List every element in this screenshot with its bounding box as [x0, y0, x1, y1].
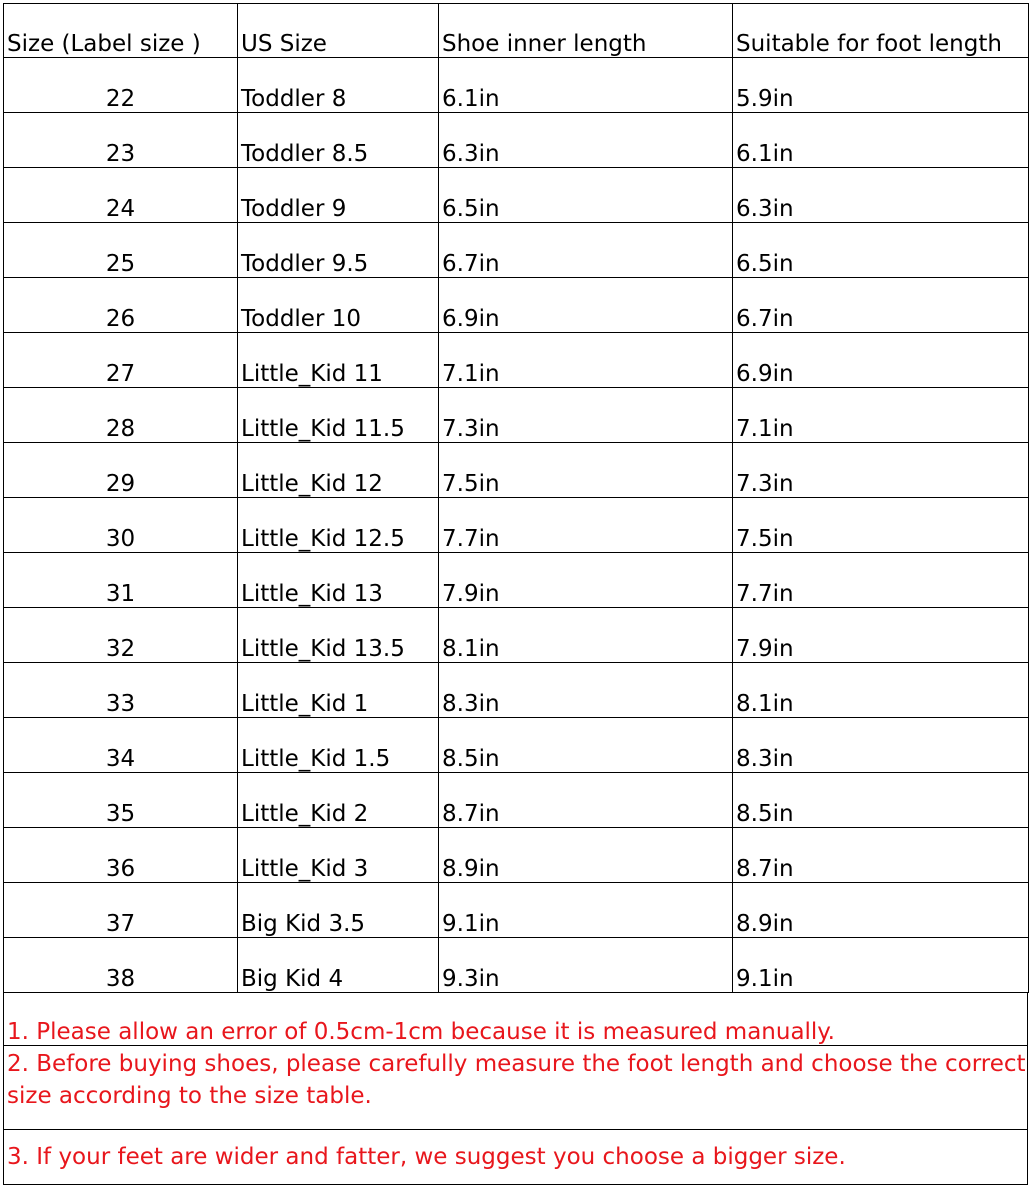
cell-label-size: 29 [4, 443, 238, 498]
note-wide-feet: 3. If your feet are wider and fatter, we suggest you choose a bigger size. [4, 1129, 1027, 1184]
table-row [4, 168, 1029, 223]
cell-label-size: 25 [4, 223, 238, 278]
cell-us-size: Little_Kid 2 [238, 773, 439, 828]
cell-label-size: 22 [4, 58, 238, 113]
cell-inner-length: 9.3in [439, 938, 733, 993]
table-row [4, 498, 1029, 553]
cell-foot-length: 6.1in [733, 113, 1029, 168]
cell-inner-length: 8.1in [439, 608, 733, 663]
cell-us-size: Toddler 10 [238, 278, 439, 333]
cell-inner-length: 6.7in [439, 223, 733, 278]
cell-foot-length: 6.7in [733, 278, 1029, 333]
cell-foot-length: 8.3in [733, 718, 1029, 773]
table-row [4, 443, 1029, 498]
cell-label-size: 26 [4, 278, 238, 333]
size-chart [3, 3, 1028, 1185]
cell-inner-length: 7.5in [439, 443, 733, 498]
table-row [4, 58, 1029, 113]
table-row [4, 938, 1029, 993]
table-row [4, 773, 1029, 828]
header-us-size: US Size [238, 4, 439, 58]
header-inner-length: Shoe inner length [439, 4, 733, 58]
cell-label-size: 33 [4, 663, 238, 718]
table-row [4, 278, 1029, 333]
table-row [4, 223, 1029, 278]
cell-us-size: Toddler 8.5 [238, 113, 439, 168]
cell-inner-length: 6.3in [439, 113, 733, 168]
table-row [4, 663, 1029, 718]
cell-us-size: Toddler 8 [238, 58, 439, 113]
table-row [4, 828, 1029, 883]
cell-label-size: 27 [4, 333, 238, 388]
table-row [4, 113, 1029, 168]
cell-foot-length: 5.9in [733, 58, 1029, 113]
table-row [4, 388, 1029, 443]
cell-inner-length: 6.5in [439, 168, 733, 223]
cell-us-size: Little_Kid 12.5 [238, 498, 439, 553]
cell-inner-length: 7.9in [439, 553, 733, 608]
cell-foot-length: 7.3in [733, 443, 1029, 498]
note-measure-foot: 2. Before buying shoes, please carefully measure the foot length and choose the correct size according to the size table. [4, 1045, 1027, 1129]
table-row [4, 718, 1029, 773]
cell-label-size: 23 [4, 113, 238, 168]
cell-us-size: Little_Kid 3 [238, 828, 439, 883]
cell-foot-length: 7.7in [733, 553, 1029, 608]
cell-foot-length: 8.5in [733, 773, 1029, 828]
cell-label-size: 35 [4, 773, 238, 828]
cell-foot-length: 6.9in [733, 333, 1029, 388]
cell-us-size: Little_Kid 13 [238, 553, 439, 608]
cell-label-size: 30 [4, 498, 238, 553]
cell-foot-length: 7.9in [733, 608, 1029, 663]
table-row [4, 608, 1029, 663]
cell-foot-length: 6.5in [733, 223, 1029, 278]
header-row [4, 4, 1029, 58]
cell-foot-length: 7.1in [733, 388, 1029, 443]
cell-label-size: 34 [4, 718, 238, 773]
cell-label-size: 37 [4, 883, 238, 938]
cell-us-size: Little_Kid 11.5 [238, 388, 439, 443]
cell-inner-length: 7.1in [439, 333, 733, 388]
cell-us-size: Big Kid 3.5 [238, 883, 439, 938]
cell-us-size: Little_Kid 1 [238, 663, 439, 718]
cell-inner-length: 6.1in [439, 58, 733, 113]
cell-inner-length: 9.1in [439, 883, 733, 938]
cell-us-size: Big Kid 4 [238, 938, 439, 993]
cell-foot-length: 8.7in [733, 828, 1029, 883]
cell-us-size: Little_Kid 12 [238, 443, 439, 498]
header-label-size: Size (Label size ) [4, 4, 238, 58]
cell-us-size: Toddler 9.5 [238, 223, 439, 278]
cell-inner-length: 6.9in [439, 278, 733, 333]
size-rows [4, 58, 1029, 993]
table-row [4, 333, 1029, 388]
cell-inner-length: 7.7in [439, 498, 733, 553]
cell-foot-length: 8.9in [733, 883, 1029, 938]
cell-inner-length: 8.7in [439, 773, 733, 828]
cell-us-size: Little_Kid 13.5 [238, 608, 439, 663]
note-measurement-error: 1. Please allow an error of 0.5cm-1cm because it is measured manually. [7, 1019, 835, 1045]
cell-label-size: 28 [4, 388, 238, 443]
cell-us-size: Little_Kid 1.5 [238, 718, 439, 773]
cell-label-size: 24 [4, 168, 238, 223]
cell-inner-length: 8.9in [439, 828, 733, 883]
notes [3, 993, 1028, 1185]
cell-foot-length: 6.3in [733, 168, 1029, 223]
size-table [3, 3, 1029, 993]
cell-foot-length: 7.5in [733, 498, 1029, 553]
table-row [4, 553, 1029, 608]
table-row [4, 883, 1029, 938]
cell-inner-length: 8.3in [439, 663, 733, 718]
header-foot-length: Suitable for foot length [733, 4, 1029, 58]
cell-foot-length: 8.1in [733, 663, 1029, 718]
cell-label-size: 38 [4, 938, 238, 993]
cell-label-size: 32 [4, 608, 238, 663]
cell-us-size: Toddler 9 [238, 168, 439, 223]
cell-inner-length: 7.3in [439, 388, 733, 443]
cell-foot-length: 9.1in [733, 938, 1029, 993]
cell-label-size: 36 [4, 828, 238, 883]
cell-inner-length: 8.5in [439, 718, 733, 773]
cell-us-size: Little_Kid 11 [238, 333, 439, 388]
cell-label-size: 31 [4, 553, 238, 608]
